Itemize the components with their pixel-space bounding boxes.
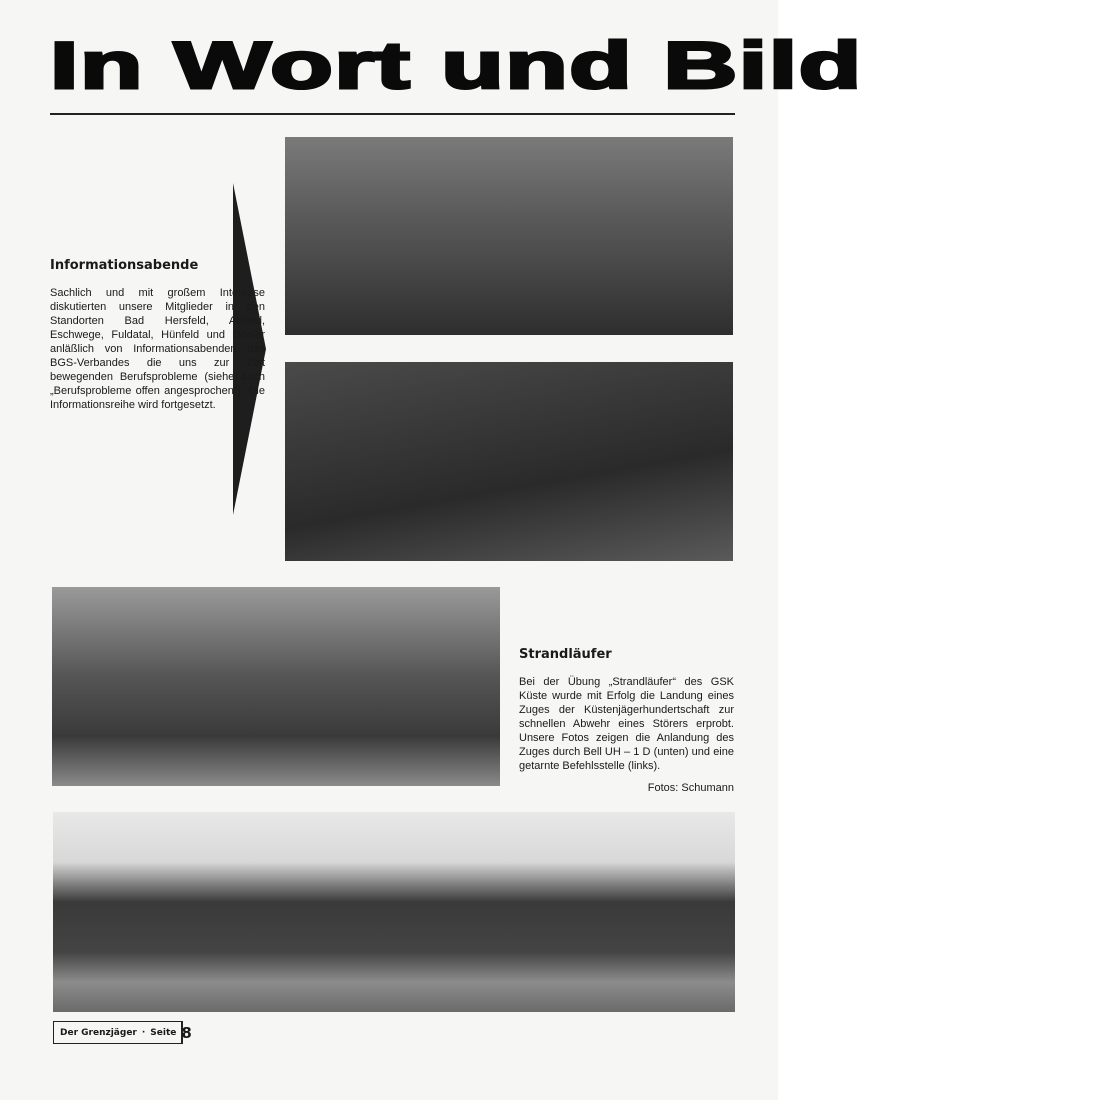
article1-heading: Informationsabende: [50, 258, 199, 273]
page-title: In Wort und Bild: [50, 28, 863, 102]
photo-credit: Fotos: Schumann: [647, 782, 734, 794]
photo-helicopter-landing: [53, 812, 735, 1012]
article2: [519, 647, 734, 795]
article1-body: Sachlich und mit großem Interesse diskutierten unsere Mitglieder in den Standorten Bad Hersfeld, Alsfeld, Eschwege, Fuldatal, Hünfeld und Goslar anläßlich von Informationsabenden des BGS-Verbandes die uns zur Zeit bewegenden Berufsprobleme (siehe auch „Berufsprobleme offen angesprochen“). Die Informationsreihe wird fortgesetzt.: [50, 287, 265, 411]
photo-information-evening-1: [285, 137, 733, 335]
page-footer: [53, 1021, 192, 1044]
publication-name: Der Grenzjäger: [60, 1027, 137, 1038]
title-rule: [50, 113, 735, 115]
footer-separator: ·: [141, 1027, 146, 1038]
article2-body: Bei der Übung „Strandläufer“ des GSK Küste wurde mit Erfolg die Landung eines Zuges der Küstenjägerhundertschaft zur schnellen Abwehr eines Störers erprobt. Unsere Fotos zeigen die Anlandung des Zuges durch Bell UH – 1 D (unten) und eine getarnte Befehlsstelle (links).: [519, 676, 734, 772]
page-number: 8: [181, 1023, 192, 1042]
article1: [50, 258, 265, 412]
photo-camouflaged-command-post: [52, 587, 500, 786]
article2-heading: Strandläufer: [519, 647, 612, 662]
photo-information-evening-2: [285, 362, 733, 561]
page-label: Seite: [150, 1027, 177, 1038]
